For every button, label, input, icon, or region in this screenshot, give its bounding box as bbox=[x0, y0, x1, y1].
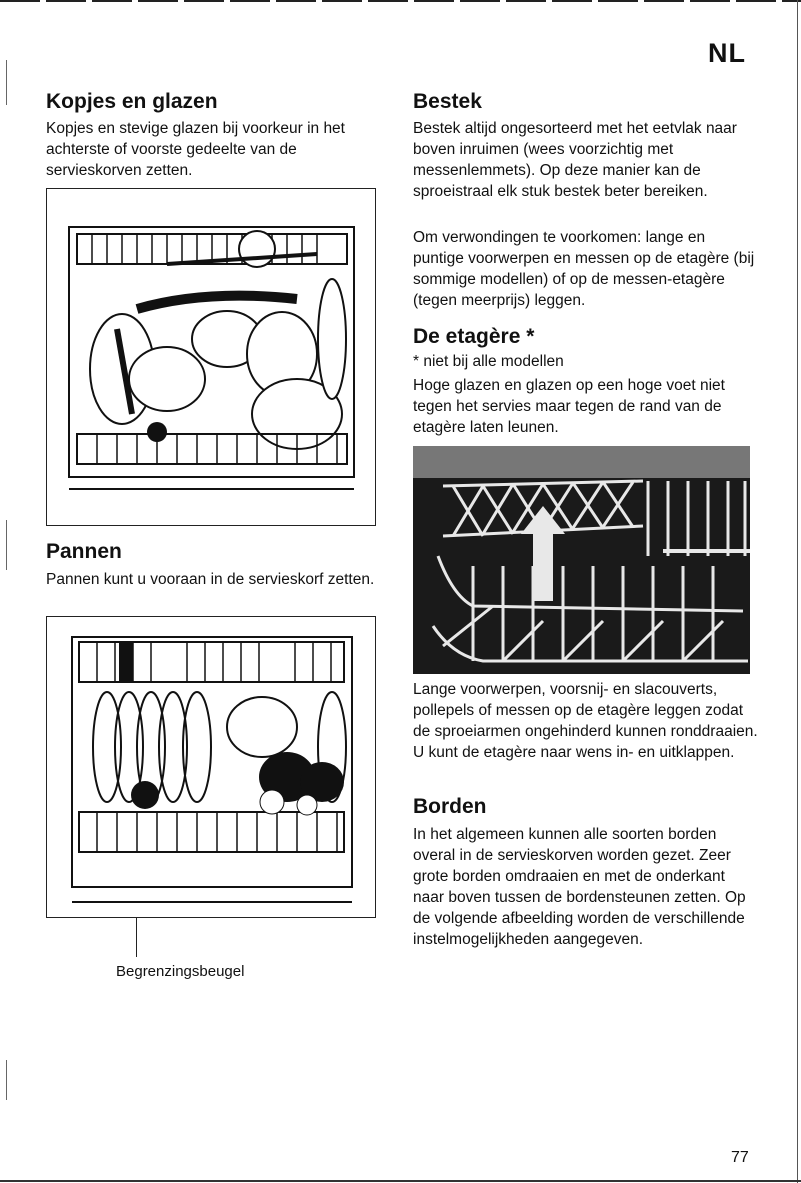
etagere-text-2: Lange voorwerpen, voorsnij- en slacouverts, pollepels of messen op de etagère leggen zodat de sproeiarmen ongehinderd kunnen ronddraaien. U kunt de etagère naar wens in- en uitklappen. bbox=[413, 681, 758, 761]
begrenzingsbeugel-caption: Begrenzingsbeugel bbox=[116, 963, 245, 980]
section-title-etagere: De etagère * bbox=[413, 325, 535, 348]
callout-line bbox=[136, 917, 137, 957]
right-edge-line bbox=[797, 0, 798, 1183]
bestek-text-1: Bestek altijd ongesorteerd met het eetvlak naar boven inruimen (wees voorzichtig met messenlemmets). Op deze manier kan de sproeistraal elk stuk bestek beter bereiken. bbox=[413, 120, 737, 200]
page-number: 77 bbox=[731, 1149, 749, 1166]
etagere-photo bbox=[413, 446, 750, 674]
pans-illustration bbox=[46, 616, 376, 918]
left-edge-mark bbox=[6, 60, 7, 105]
section-title-pannen: Pannen bbox=[46, 540, 122, 563]
language-label: NL bbox=[708, 38, 746, 68]
bottom-rule bbox=[0, 1180, 801, 1182]
bestek-text-2: Om verwondingen te voorkomen: lange en puntige voorwerpen en messen op de etagère (bij sommige modellen) of op de messen-etagère (tegen meerprijs) leggen. bbox=[413, 229, 755, 309]
left-edge-mark bbox=[6, 520, 7, 570]
pannen-text: Pannen kunt u vooraan in de servieskorf zetten. bbox=[46, 571, 375, 588]
etagere-text-1: Hoge glazen en glazen op een hoge voet niet tegen het servies maar tegen de rand van de etagère laten leunen. bbox=[413, 377, 725, 436]
top-rule bbox=[0, 0, 801, 2]
section-title-kopjes: Kopjes en glazen bbox=[46, 90, 218, 113]
cups-glasses-illustration bbox=[46, 188, 376, 526]
borden-text: In het algemeen kunnen alle soorten borden overal in de servieskorven worden gezet. Zeer grote borden omdraaien en met de onderkant naar boven tussen de bordensteunen zetten. Op de volgende afbeelding worden de verschillende instelmogelijkheden aangegeven. bbox=[413, 826, 746, 948]
left-edge-mark bbox=[6, 1060, 7, 1100]
kopjes-text: Kopjes en stevige glazen bij voorkeur in het achterste of voorste gedeelte van de servieskorven zetten. bbox=[46, 120, 345, 179]
section-title-borden: Borden bbox=[413, 795, 487, 818]
etagere-note: * niet bij alle modellen bbox=[413, 353, 564, 370]
section-title-bestek: Bestek bbox=[413, 90, 482, 113]
